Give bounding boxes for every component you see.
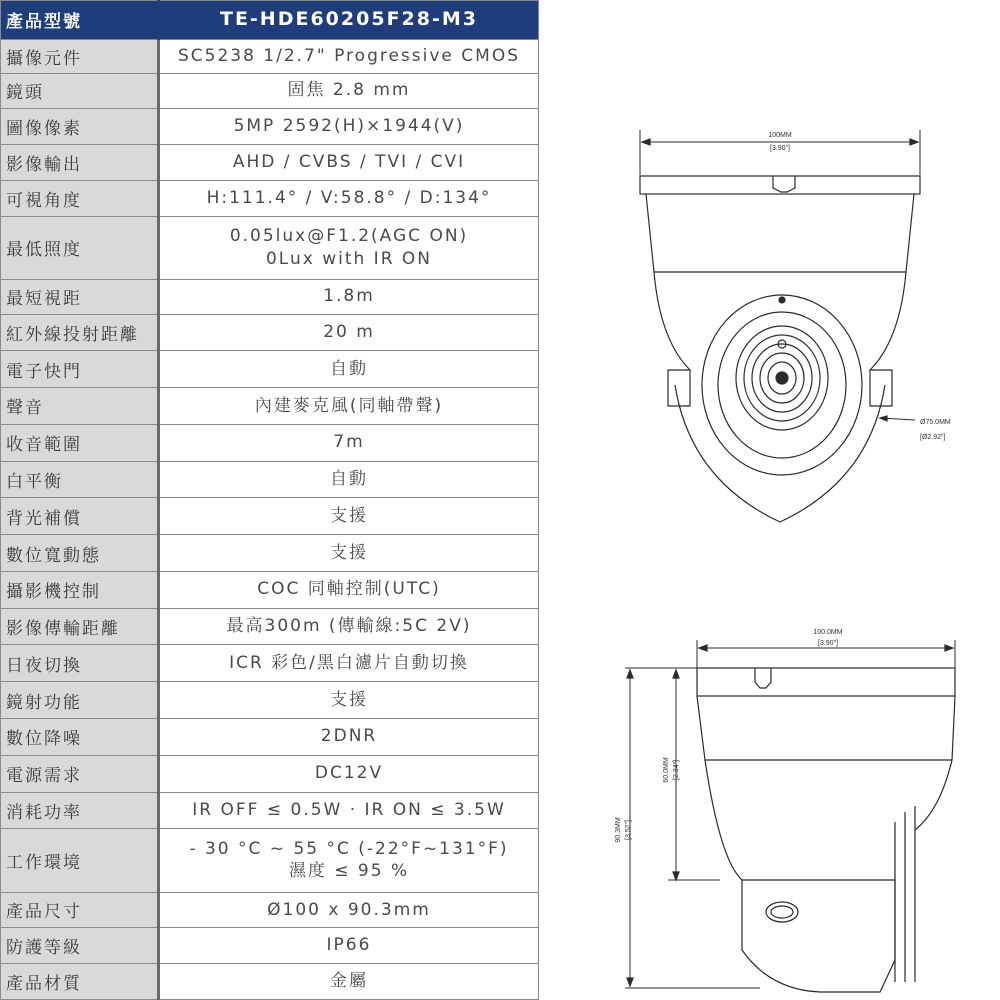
- spec-row: [1, 645, 539, 682]
- spec-value-cell: [159, 216, 539, 279]
- spec-label: 消耗功率: [1, 792, 159, 829]
- spec-value-cell: [159, 792, 539, 829]
- spec-value: 2DNR: [320, 726, 378, 747]
- spec-label: 影像輸出: [1, 145, 159, 181]
- spec-row: [1, 682, 539, 719]
- spec-row: [1, 461, 539, 498]
- spec-label: 影像傳輸距離: [1, 608, 159, 645]
- spec-row: [1, 892, 539, 928]
- spec-value-cell: [159, 964, 539, 1000]
- spec-value-cell: [159, 145, 539, 181]
- spec-value: 支援: [330, 542, 368, 563]
- spec-value: H:111.4° / V:58.8° / D:134°: [206, 187, 492, 208]
- spec-value-line2: 0Lux with IR ON: [265, 248, 433, 269]
- spec-label: 鏡頭: [1, 73, 159, 109]
- spec-row: [1, 608, 539, 645]
- spec-value-cell: [159, 498, 539, 535]
- spec-value-cell: [159, 571, 539, 608]
- side-view-drawing: [625, 640, 955, 992]
- camera-dimension-drawing: [540, 0, 1000, 1000]
- header-label: 產品型號: [1, 1, 159, 40]
- header-row: [1, 1, 539, 40]
- total-height-inch-label: [3.52"]: [625, 820, 632, 840]
- spec-value: SC5238 1/2.7" Progressive CMOS: [177, 45, 521, 66]
- spec-label: 工作環境: [1, 829, 159, 892]
- spec-value: IR OFF ≤ 0.5W · IR ON ≤ 3.5W: [192, 799, 506, 820]
- spec-label: 電源需求: [1, 755, 159, 792]
- spec-label: 圖像像素: [1, 109, 159, 145]
- spec-label: 數位降噪: [1, 718, 159, 755]
- spec-value-cell: [159, 461, 539, 498]
- spec-label: 紅外線投射距離: [1, 314, 159, 351]
- spec-value: AHD / CVBS / TVI / CVI: [232, 151, 466, 172]
- spec-value: 自動: [330, 358, 368, 379]
- spec-row: [1, 571, 539, 608]
- spec-value-cell: [159, 73, 539, 109]
- spec-value-cell: [159, 682, 539, 719]
- side-width-inch-label: [3.90"]: [818, 640, 838, 647]
- spec-value: 自動: [330, 469, 368, 490]
- spec-row: [1, 718, 539, 755]
- spec-row: [1, 145, 539, 181]
- spec-row: [1, 109, 539, 145]
- spec-value: 0.05lux@F1.2(AGC ON): [229, 225, 469, 246]
- spec-label: 鏡射功能: [1, 682, 159, 719]
- front-view-drawing: [640, 130, 920, 522]
- spec-label: 數位寬動態: [1, 535, 159, 572]
- spec-label: 日夜切換: [1, 645, 159, 682]
- spec-row: [1, 180, 539, 216]
- spec-value: 7m: [333, 432, 365, 453]
- spec-value: 最高300m (傳輸線:5C 2V): [226, 616, 472, 637]
- spec-label: 產品材質: [1, 964, 159, 1000]
- spec-value: 內建麥克風(同軸帶聲): [254, 395, 444, 416]
- spec-row: [1, 279, 539, 314]
- side-width-label: 100.0MM: [813, 629, 843, 636]
- spec-row: [1, 351, 539, 388]
- spec-value: 金屬: [330, 971, 368, 992]
- spec-row: [1, 216, 539, 279]
- spec-value: ICR 彩色/黑白濾片自動切換: [229, 652, 469, 673]
- total-height-label: 90.3MM: [615, 817, 622, 843]
- spec-label: 背光補償: [1, 498, 159, 535]
- spec-row: [1, 388, 539, 425]
- spec-row: [1, 73, 539, 109]
- front-width-inch-label: [3.90"]: [770, 145, 790, 152]
- spec-label: 電子快門: [1, 351, 159, 388]
- spec-row: [1, 964, 539, 1000]
- spec-value-cell: [159, 109, 539, 145]
- spec-label: 最低照度: [1, 216, 159, 279]
- spec-value: IP66: [326, 935, 372, 956]
- spec-value: 固焦 2.8 mm: [287, 80, 411, 101]
- spec-row: [1, 424, 539, 461]
- spec-label: 產品尺寸: [1, 892, 159, 928]
- spec-row: [1, 792, 539, 829]
- model-number: TE-HDE60205F28-M3: [159, 1, 539, 40]
- spec-value: - 30 °C ~ 55 °C (-22°F~131°F): [189, 838, 509, 859]
- spec-value-line2: 濕度 ≤ 95 %: [288, 861, 410, 882]
- front-width-label: 100MM: [768, 132, 792, 139]
- inner-height-label: 60.0MM: [663, 757, 670, 783]
- spec-value-cell: [159, 424, 539, 461]
- spec-value-cell: [159, 351, 539, 388]
- spec-value: COC 同軸控制(UTC): [257, 579, 441, 600]
- lens-diameter-label: Ø75.0MM: [920, 419, 951, 426]
- spec-value-cell: [159, 39, 539, 73]
- spec-value: DC12V: [314, 763, 384, 784]
- spec-value-cell: [159, 755, 539, 792]
- spec-value-cell: [159, 892, 539, 928]
- spec-row: [1, 535, 539, 572]
- spec-value-cell: [159, 279, 539, 314]
- spec-value: Ø100 x 90.3mm: [267, 899, 431, 920]
- spec-value-cell: [159, 388, 539, 425]
- spec-label: 聲音: [1, 388, 159, 425]
- lens-diameter-inch-label: [Ø2.92"]: [920, 434, 946, 441]
- spec-value-cell: [159, 645, 539, 682]
- spec-row: [1, 314, 539, 351]
- spec-value-cell: [159, 718, 539, 755]
- spec-label: 防護等級: [1, 928, 159, 964]
- spec-row: [1, 829, 539, 892]
- spec-value: 20 m: [323, 321, 375, 342]
- spec-label: 白平衡: [1, 461, 159, 498]
- spec-value: 1.8m: [323, 286, 375, 307]
- spec-value-cell: [159, 608, 539, 645]
- spec-label: 最短視距: [1, 279, 159, 314]
- spec-row: [1, 928, 539, 964]
- spec-value-cell: [159, 928, 539, 964]
- spec-value-cell: [159, 314, 539, 351]
- inner-height-inch-label: [2.34"]: [673, 760, 680, 780]
- spec-label: 收音範圍: [1, 424, 159, 461]
- spec-row: [1, 755, 539, 792]
- spec-label: 攝像元件: [1, 39, 159, 73]
- spec-value: 5MP 2592(H)×1944(V): [233, 116, 465, 137]
- spec-value-cell: [159, 535, 539, 572]
- spec-label: 攝影機控制: [1, 571, 159, 608]
- spec-row: [1, 39, 539, 73]
- spec-value: 支援: [330, 505, 368, 526]
- spec-label: 可視角度: [1, 180, 159, 216]
- spec-row: [1, 498, 539, 535]
- spec-value: 支援: [330, 689, 368, 710]
- spec-value-cell: [159, 180, 539, 216]
- spec-value-cell: [159, 829, 539, 892]
